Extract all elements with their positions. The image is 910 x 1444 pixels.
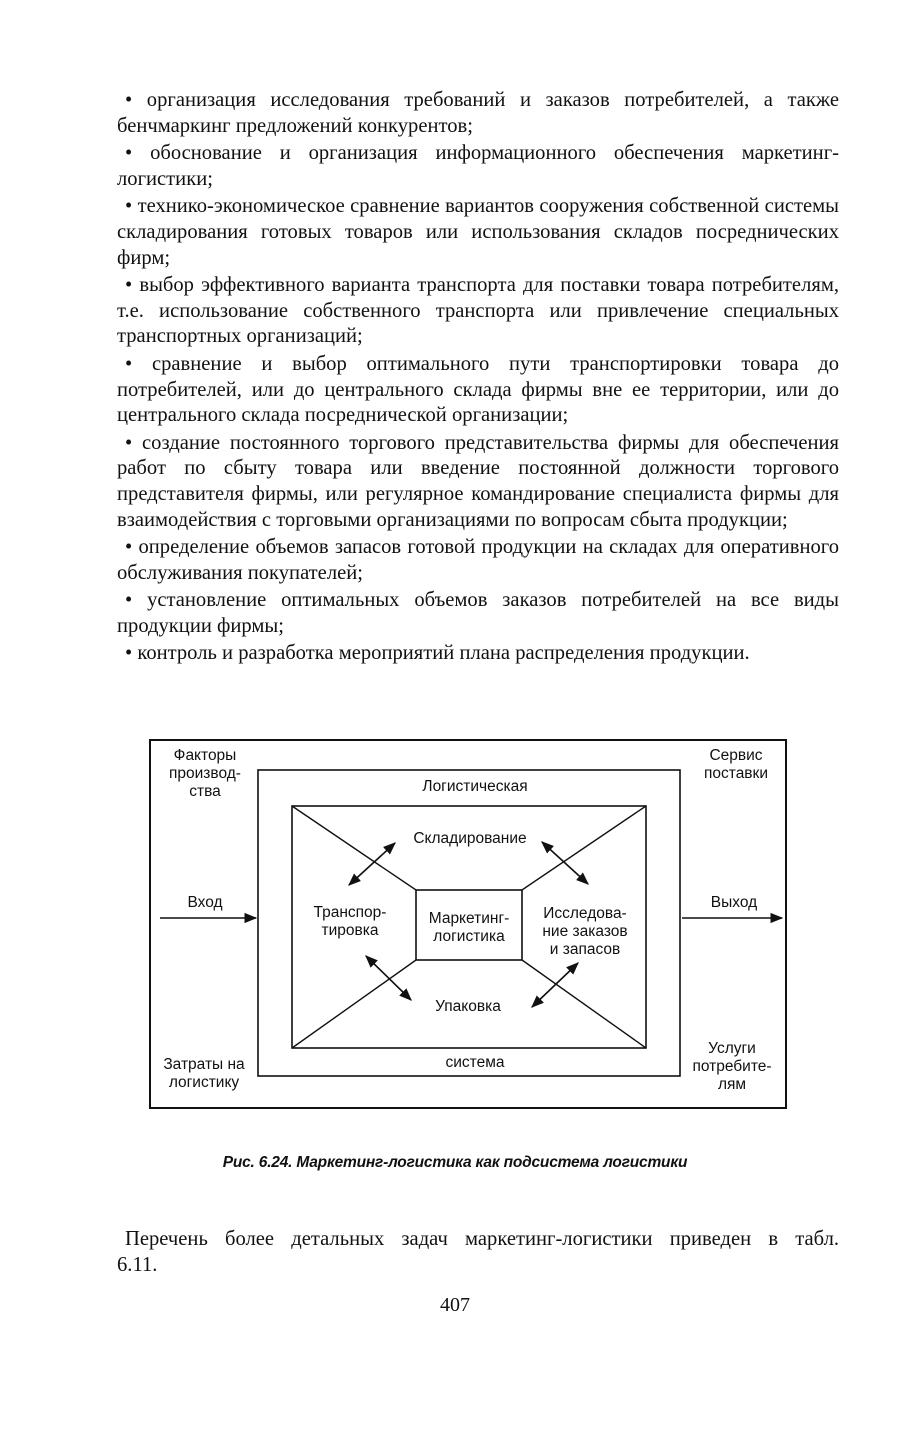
list-item: • создание постоянного торгового представительства фирмы для обеспечения работ по сбыту товара или введение постоянной должности торгового представителя фирмы, или регулярное командирование специалиста фирмы для взаимодействия с торговыми организациями по вопросам сбыта продукции;: [117, 431, 839, 533]
label-logistic-system-bottom: система: [445, 1054, 505, 1071]
label-marketing-logistics: Маркетинг- логистика: [428, 910, 510, 945]
figure-caption: Рис. 6.24. Маркетинг-логистика как подсистема логистики: [222, 1154, 688, 1171]
diagonal-bl: [292, 960, 416, 1048]
label-consumer-services: Услуги потребите- лям: [692, 1040, 772, 1093]
arrow-warehousing-research: [542, 842, 588, 884]
label-orders-research: Исследова- ние заказов и запасов: [542, 905, 628, 958]
list-item: • выбор эффективного варианта транспорта для поставки товара потребителям, т.е. использование собственного транспорта или привлечение специальных транспортных организаций;: [117, 273, 839, 350]
arrow-warehousing-transport: [349, 843, 395, 885]
diagonal-tl: [292, 806, 416, 890]
list-item: • организация исследования требований и заказов потребителей, а также бенчмаркинг предложений конкурентов;: [117, 88, 839, 139]
label-transportation: Транспор- тировка: [313, 904, 387, 939]
label-logistics-costs: Затраты на логистику: [163, 1056, 245, 1091]
arrow-transport-packaging: [366, 956, 411, 1000]
label-production-factors: Факторы производ- ства: [169, 747, 241, 800]
diagonal-tr: [522, 806, 646, 890]
closing-paragraph: Перечень более детальных задач маркетинг-логистики приведен в табл. 6.11.: [117, 1228, 839, 1276]
list-item: • сравнение и выбор оптимального пути транспортировки товара до потребителей, или до центрального склада фирмы вне ее территории, или до центрального склада посреднической организации;: [117, 352, 839, 429]
label-logistic-system-top: Логистическая: [422, 778, 528, 795]
list-item: • обоснование и организация информационного обеспечения маркетинг-логистики;: [117, 141, 839, 192]
list-item: • определение объемов запасов готовой продукции на складах для оперативного обслуживания покупателей;: [117, 535, 839, 586]
label-warehousing: Складирование: [413, 830, 527, 847]
list-item: • установление оптимальных объемов заказов потребителей на все виды продукции фирмы;: [117, 588, 839, 639]
list-item: • контроль и разработка мероприятий плана распределения продукции.: [117, 641, 839, 667]
label-input: Вход: [187, 894, 223, 911]
label-delivery-service: Сервис поставки: [704, 747, 768, 782]
task-list: [117, 88, 839, 669]
diagonal-br: [522, 960, 646, 1048]
list-item: • технико-экономическое сравнение вариантов сооружения собственной системы складирования готовых товаров или использования складов посреднических фирм;: [117, 194, 839, 271]
label-output: Выход: [710, 894, 758, 911]
page-number: 407: [440, 1294, 470, 1316]
label-packaging: Упаковка: [435, 998, 501, 1015]
arrow-research-packaging: [532, 963, 578, 1007]
